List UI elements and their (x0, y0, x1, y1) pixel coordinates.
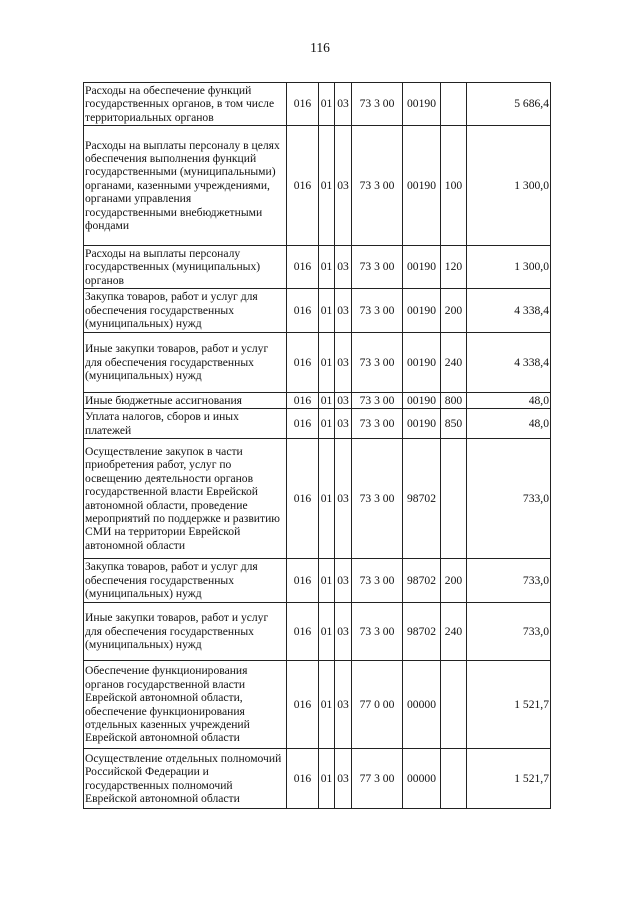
expense-type-cell: 240 (441, 603, 467, 661)
table-row (84, 409, 551, 439)
section-code-cell: 01 (319, 246, 335, 289)
table-row (84, 289, 551, 333)
section-code-cell: 01 (319, 749, 335, 809)
ministry-code-cell: 016 (287, 289, 319, 333)
ministry-code-cell: 016 (287, 83, 319, 126)
program-code-cell: 77 3 00 (352, 749, 403, 809)
direction-code-cell: 00000 (403, 661, 441, 749)
program-code-cell: 73 3 00 (352, 603, 403, 661)
section-code-cell: 01 (319, 439, 335, 559)
direction-code-cell: 00190 (403, 333, 441, 393)
table-row (84, 661, 551, 749)
subsection-code-cell: 03 (335, 289, 352, 333)
page-number: 116 (310, 40, 330, 55)
program-code-cell: 73 3 00 (352, 439, 403, 559)
amount-cell: 1 521,7 (467, 749, 551, 809)
section-code-cell: 01 (319, 409, 335, 439)
row-name-cell: Осуществление закупок в части приобретения работ, услуг по освещению деятельности органов государственной власти Еврейской автономной области, проведение мероприятий по поддержке и развитию СМИ на территории Еврейской автономной области (84, 439, 287, 559)
expense-type-cell: 200 (441, 289, 467, 333)
section-code-cell: 01 (319, 83, 335, 126)
amount-cell: 1 300,0 (467, 246, 551, 289)
expense-type-cell (441, 439, 467, 559)
row-name-cell: Расходы на выплаты персоналу в целях обеспечения выполнения функций государственными (муниципальными) органами, казенными учреждениями, органами управления государственными внебюджетными фондами (84, 126, 287, 246)
ministry-code-cell: 016 (287, 749, 319, 809)
expense-type-cell (441, 749, 467, 809)
row-name-cell: Уплата налогов, сборов и иных платежей (84, 409, 287, 439)
program-code-cell: 73 3 00 (352, 126, 403, 246)
program-code-cell: 73 3 00 (352, 83, 403, 126)
section-code-cell: 01 (319, 603, 335, 661)
amount-cell: 4 338,4 (467, 333, 551, 393)
program-code-cell: 73 3 00 (352, 409, 403, 439)
amount-cell: 1 300,0 (467, 126, 551, 246)
program-code-cell: 73 3 00 (352, 333, 403, 393)
expense-type-cell: 800 (441, 393, 467, 409)
expense-type-cell: 120 (441, 246, 467, 289)
table-row (84, 393, 551, 409)
subsection-code-cell: 03 (335, 603, 352, 661)
table-row (84, 439, 551, 559)
direction-code-cell: 00190 (403, 409, 441, 439)
section-code-cell: 01 (319, 333, 335, 393)
row-name-cell: Закупка товаров, работ и услуг для обеспечения государственных (муниципальных) нужд (84, 289, 287, 333)
expense-type-cell: 200 (441, 559, 467, 603)
row-name-cell: Иные закупки товаров, работ и услуг для обеспечения государственных (муниципальных) нужд (84, 333, 287, 393)
section-code-cell: 01 (319, 559, 335, 603)
table-row (84, 559, 551, 603)
amount-cell: 4 338,4 (467, 289, 551, 333)
direction-code-cell: 98702 (403, 603, 441, 661)
ministry-code-cell: 016 (287, 246, 319, 289)
row-name-cell: Расходы на выплаты персоналу государственных (муниципальных) органов (84, 246, 287, 289)
ministry-code-cell: 016 (287, 409, 319, 439)
expense-type-cell (441, 661, 467, 749)
direction-code-cell: 00190 (403, 83, 441, 126)
ministry-code-cell: 016 (287, 559, 319, 603)
direction-code-cell: 00190 (403, 393, 441, 409)
amount-cell: 733,0 (467, 439, 551, 559)
row-name-cell: Иные закупки товаров, работ и услуг для обеспечения государственных (муниципальных) нужд (84, 603, 287, 661)
program-code-cell: 73 3 00 (352, 559, 403, 603)
expense-type-cell: 100 (441, 126, 467, 246)
program-code-cell: 73 3 00 (352, 289, 403, 333)
program-code-cell: 77 0 00 (352, 661, 403, 749)
subsection-code-cell: 03 (335, 661, 352, 749)
ministry-code-cell: 016 (287, 393, 319, 409)
ministry-code-cell: 016 (287, 603, 319, 661)
row-name-cell: Закупка товаров, работ и услуг для обеспечения государственных (муниципальных) нужд (84, 559, 287, 603)
ministry-code-cell: 016 (287, 439, 319, 559)
section-code-cell: 01 (319, 126, 335, 246)
section-code-cell: 01 (319, 661, 335, 749)
subsection-code-cell: 03 (335, 393, 352, 409)
subsection-code-cell: 03 (335, 246, 352, 289)
table-row (84, 603, 551, 661)
table-row (84, 333, 551, 393)
row-name-cell: Обеспечение функционирования органов государственной власти Еврейской автономной области, обеспечение функционирования отдельных казенных учреждений Еврейской автономной области (84, 661, 287, 749)
subsection-code-cell: 03 (335, 83, 352, 126)
section-code-cell: 01 (319, 289, 335, 333)
direction-code-cell: 00190 (403, 126, 441, 246)
subsection-code-cell: 03 (335, 559, 352, 603)
amount-cell: 48,0 (467, 409, 551, 439)
table-row (84, 126, 551, 246)
table-row (84, 246, 551, 289)
program-code-cell: 73 3 00 (352, 393, 403, 409)
expense-type-cell: 850 (441, 409, 467, 439)
amount-cell: 48,0 (467, 393, 551, 409)
amount-cell: 733,0 (467, 603, 551, 661)
direction-code-cell: 00000 (403, 749, 441, 809)
ministry-code-cell: 016 (287, 333, 319, 393)
direction-code-cell: 98702 (403, 559, 441, 603)
budget-table (83, 82, 551, 809)
direction-code-cell: 00190 (403, 289, 441, 333)
subsection-code-cell: 03 (335, 126, 352, 246)
amount-cell: 1 521,7 (467, 661, 551, 749)
row-name-cell: Иные бюджетные ассигнования (84, 393, 287, 409)
section-code-cell: 01 (319, 393, 335, 409)
table-body (84, 83, 551, 809)
subsection-code-cell: 03 (335, 749, 352, 809)
expense-type-cell: 240 (441, 333, 467, 393)
direction-code-cell: 00190 (403, 246, 441, 289)
amount-cell: 733,0 (467, 559, 551, 603)
row-name-cell: Осуществление отдельных полномочий Российской Федерации и государственных полномочий Еврейской автономной области (84, 749, 287, 809)
direction-code-cell: 98702 (403, 439, 441, 559)
ministry-code-cell: 016 (287, 661, 319, 749)
table-row (84, 83, 551, 126)
program-code-cell: 73 3 00 (352, 246, 403, 289)
subsection-code-cell: 03 (335, 409, 352, 439)
amount-cell: 5 686,4 (467, 83, 551, 126)
subsection-code-cell: 03 (335, 333, 352, 393)
row-name-cell: Расходы на обеспечение функций государственных органов, в том числе территориальных органов (84, 83, 287, 126)
ministry-code-cell: 016 (287, 126, 319, 246)
expense-type-cell (441, 83, 467, 126)
table-row (84, 749, 551, 809)
subsection-code-cell: 03 (335, 439, 352, 559)
